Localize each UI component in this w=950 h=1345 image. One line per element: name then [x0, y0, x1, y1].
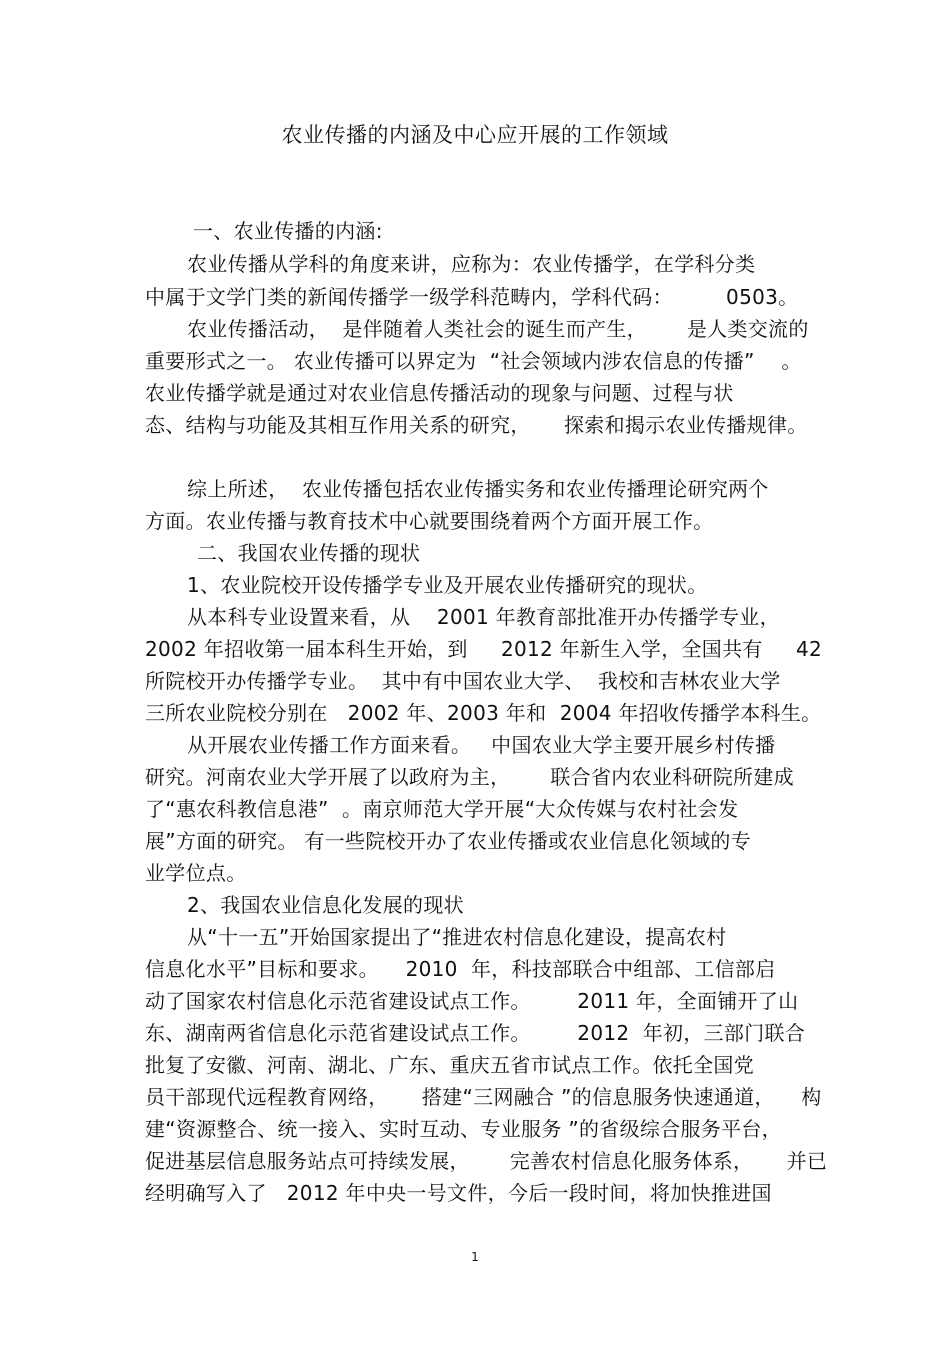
paragraph-line: 态、结构与功能及其相互作用关系的研究， 探索和揭示农业传播规律。 [145, 413, 808, 437]
paragraph-line: 东、湖南两省信息化示范省建设试点工作。 2012 年初，三部门联合 [145, 1021, 806, 1045]
paragraph-line: 动了国家农村信息化示范省建设试点工作。 2011 年，全面铺开了山 [145, 989, 799, 1013]
paragraph-line: 业学位点。 [145, 861, 247, 885]
paragraph-line: 中属于文学门类的新闻传播学一级学科范畴内，学科代码： 0503。 [145, 285, 799, 309]
paragraph-line: 所院校开办传播学专业。 其中有中国农业大学、 我校和吉林农业大学 [145, 669, 781, 693]
paragraph-line: 员干部现代远程教育网络， 搭建“三网融合 ”的信息服务快速通道， 构 [145, 1085, 822, 1109]
subsection-heading-1: 1、农业院校开设传播学专业及开展农业传播研究的现状。 [187, 573, 708, 597]
paragraph-line: 经明确写入了 2012 年中央一号文件，今后一段时间，将加快推进国 [145, 1181, 772, 1205]
paragraph-line: 从开展农业传播工作方面来看。 中国农业大学主要开展乡村传播 [187, 733, 776, 757]
paragraph-line: 农业传播学就是通过对农业信息传播活动的现象与问题、过程与状 [145, 381, 734, 405]
paragraph-line: 2002 年招收第一届本科生开始，到 2012 年新生入学，全国共有 42 [145, 637, 823, 661]
section-heading-2: 二、我国农业传播的现状 [197, 541, 421, 565]
paragraph-line: 综上所述， 农业传播包括农业传播实务和农业传播理论研究两个 [187, 477, 769, 501]
paragraph-line: 从本科专业设置来看，从 2001 年教育部批准开办传播学专业， [187, 605, 780, 629]
paragraph-line: 重要形式之一。 农业传播可以界定为 “社会领域内涉农信息的传播” 。 [145, 349, 802, 373]
paragraph-line: 了“惠农科教信息港” 。南京师范大学开展“大众传媒与农村社会发 [145, 797, 739, 821]
paragraph-line: 从“十一五”开始国家提出了“推进农村信息化建设，提高农村 [187, 925, 727, 949]
page-number: 1 [471, 1250, 479, 1264]
paragraph-line: 展”方面的研究。 有一些院校开办了农业传播或农业信息化领域的专 [145, 829, 752, 853]
paragraph-line: 农业传播活动， 是伴随着人类社会的诞生而产生， 是人类交流的 [187, 317, 809, 341]
paragraph-line: 批复了安徽、河南、湖北、广东、重庆五省市试点工作。依托全国党 [145, 1053, 754, 1077]
paragraph-line: 农业传播从学科的角度来讲，应称为：农业传播学，在学科分类 [187, 252, 756, 276]
paragraph-line: 研究。河南农业大学开展了以政府为主， 联合省内农业科研院所建成 [145, 765, 794, 789]
paragraph-line: 三所农业院校分别在 2002 年、2003 年和 2004 年招收传播学本科生。 [145, 701, 822, 725]
document-title: 农业传播的内涵及中心应开展的工作领域 [281, 123, 669, 147]
paragraph-line: 促进基层信息服务站点可持续发展， 完善农村信息化服务体系， 并已 [145, 1149, 828, 1173]
subsection-heading-2: 2、我国农业信息化发展的现状 [187, 893, 464, 917]
paragraph-line: 方面。农业传播与教育技术中心就要围绕着两个方面开展工作。 [145, 509, 714, 533]
paragraph-line: 信息化水平”目标和要求。 2010 年，科技部联合中组部、工信部启 [145, 957, 776, 981]
paragraph-line: 建“资源整合、统一接入、实时互动、专业服务 ”的省级综合服务平台， [145, 1117, 782, 1141]
section-heading-1: 一、农业传播的内涵: [193, 219, 383, 243]
